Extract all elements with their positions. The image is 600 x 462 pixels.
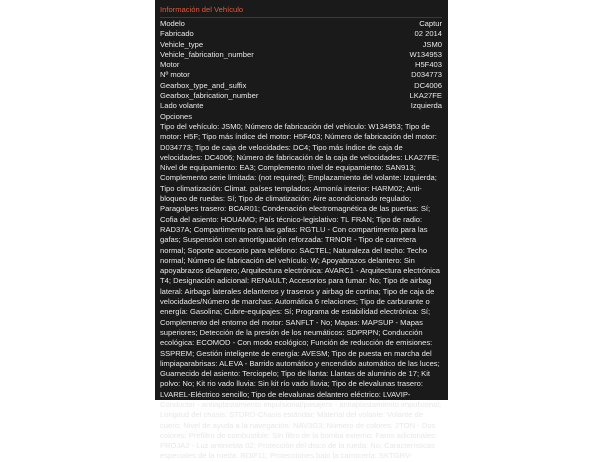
row-label: Motor: [160, 60, 180, 70]
info-row-fabricado: [160, 29, 442, 39]
row-value: D034773: [411, 70, 442, 80]
row-label: Fabricado: [160, 29, 194, 39]
row-value: Captur: [419, 19, 442, 28]
options-label: Opciones: [160, 111, 193, 121]
row-value: LKA27FE: [409, 91, 442, 101]
row-value: 02 2014: [414, 29, 442, 39]
info-row-motor: [160, 60, 442, 70]
vehicle-info-panel: [155, 0, 448, 461]
row-value: DC4006: [414, 80, 442, 90]
info-row-modelo: [160, 19, 442, 29]
info-row-gearbox-type: [160, 81, 442, 91]
row-label: Gearbox_fabrication_number: [160, 91, 259, 101]
row-value: Izquierda: [410, 101, 442, 111]
row-label: Gearbox_type_and_suffix: [160, 80, 247, 90]
row-label: Vehicle_fabrication_number: [160, 49, 254, 59]
options-text: Tipo del vehículo: JSM0; Número de fabricación del vehículo: W134953; Tipo de motor: H5F; Tipo más índice del motor: H5F403; Número de fabricación del motor: D034773; Tipo de caja de velocidades: DC4; Tipo más índice de caja de velocidades: DC4006; Número de fabricación de la caja de velocidades: LKA27FE; Nivel de equipamiento: EA3; Complemento nivel de equipamiento: SAN913; Complemento serie limitada: (not required); Emplazamiento del volante: Izquierda; Tipo climatización: Climat. países templados; Armonía interior: HARM02; Anti-bloqueo de ruedas: Sí; Tipo de climatización: Aire acondicionado regulado; Paragolpes trasero: BCAR01; Condenación electromagnética de las puertas: Sí; Cofia del asiento: HOUAMO; País técnico-legislativo: TL FRAN; Tipo de radio: RAD37A; Compartimento para las gafas: RGTLU - Con compartimento para las gafas; Suspensión con amortiguación reforzada: TRNOR - Tipo de carretera normal; Soporte accesorio para teléfono: SACTEL; Naturaleza del techo: Techo normal; Número de fabricación del vehículo: W; Apoyabrazos delantero: Sin apoyabrazos delantero; Arquitectura electrónica: AVARC1 - Arquitectura electrónica T4; Designación adicional: RENAULT; Accesorios para fumar: No; Tipo de airbag lateral: Airbags laterales delanteros y traseros y airbag de cortina; Tipo de caja de velocidades/Número de marchas: Automática 6 relaciones; Tipo de carburante o energía: Gasolina; Cubre-equipajes: Sí; Programa de estabilidad electrónica: Sí; Complemento del entorno del motor: SANFLT - No; Mapas: MAPSUP - Mapas superiores; Detección de la presión de los neumáticos: SDPRPN; Conducción ecológica: ECOMOD - Con modo ecológico; Función de reducción de emisiones: SSPREM; Gestión inteligente de energía: AVESM; Tipo de puesta en marcha del limpiaparabrisas: ALEVA - Barrido automático y encendido automático de las luces; Guarnecido del asiento: Terciopelo; Tipo de llanta: Llantas de aluminio de 17; Kit polvo: No; Kit rio vado lluvia: Sin kit río vado lluvia; Tipo de elevalunas trasero: LVAREL-Eléctrico sencillo; Tipo de elevalunas delantero eléctrico: LVAVIP-Conductor - antiaplastamiento impulsional/pasajero - antiaplastamiento impulsional; Longitud del chasis: STDRD-Chasis estándar; Material del volante: Volante de cuero; Nivel de ayuda a la navegación: NAV3G3; Número de colores: 2TON - Dos colores; Prefiltro de combustible: Sin filtro de la bomba externo; Faros adicionales: PROJA2 - Luz antiniebla 02; Protección del disco de la rueda: No; Características especiales de la rueda: RDIF11; Protecciones bajo la carrocería: SKTGRV-: [160, 121, 442, 461]
info-row-vehicle-type: [160, 40, 442, 50]
row-label: Lado volante: [160, 101, 204, 111]
row-value: H5F403: [414, 60, 442, 70]
info-row-numero-motor: [160, 70, 442, 80]
row-label: Modelo: [160, 19, 185, 28]
row-value: W134953: [409, 49, 442, 59]
panel-title: Información del Vehículo: [160, 5, 442, 18]
info-row-vehicle-fabrication-number: [160, 50, 442, 60]
row-label: Vehicle_type: [160, 39, 204, 49]
info-row-lado-volante: [160, 101, 442, 111]
info-row-gearbox-fabrication-number: [160, 91, 442, 101]
row-label: Nº motor: [160, 70, 190, 80]
row-value: JSM0: [422, 39, 442, 49]
